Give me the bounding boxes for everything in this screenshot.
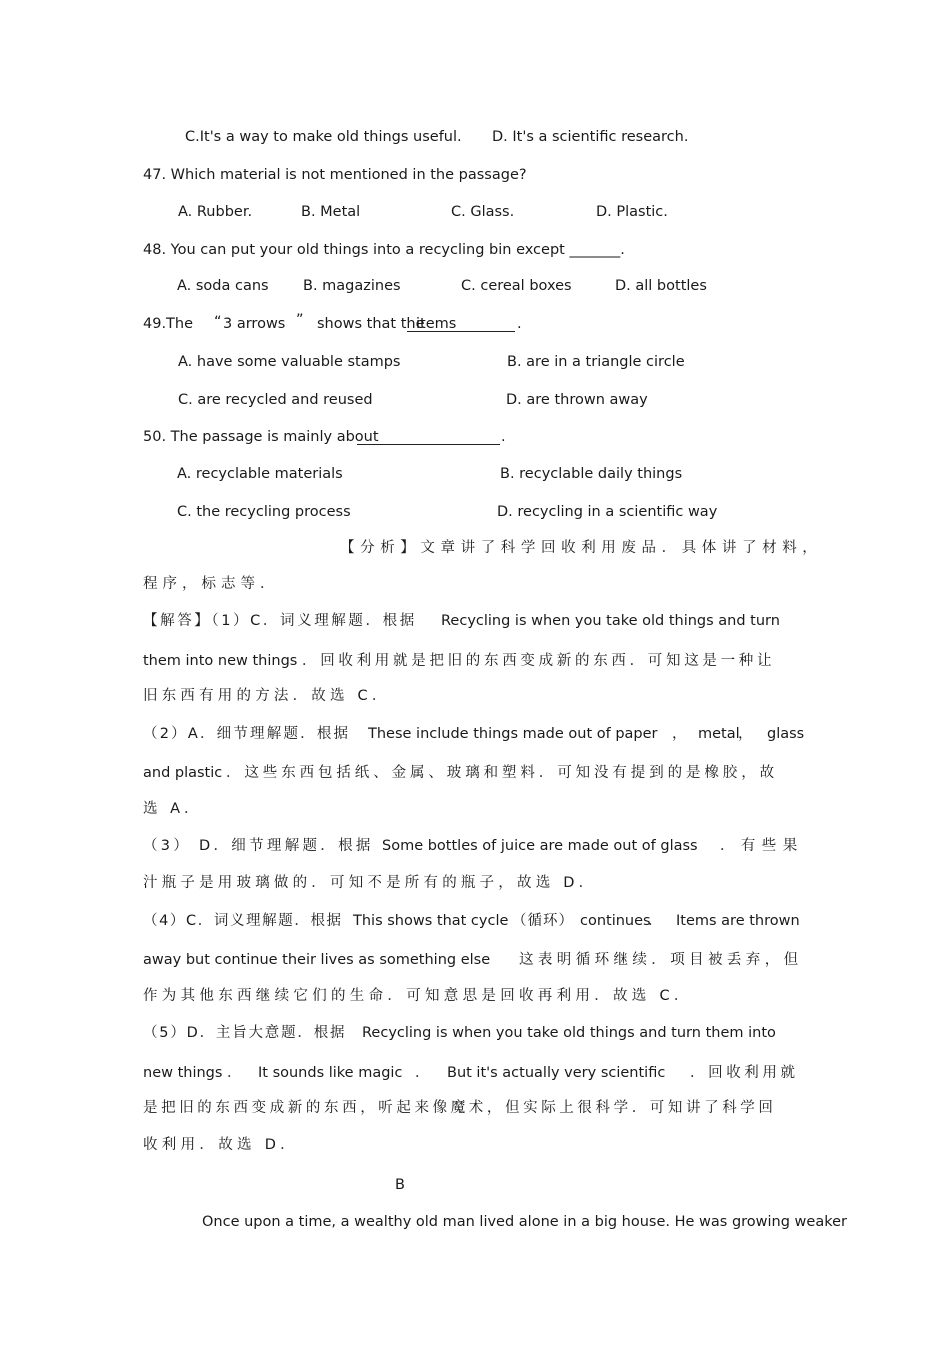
answer-5-separator-1: ． [227, 1065, 242, 1081]
q49-prefix: 49.The [143, 316, 194, 332]
answer-2-explanation: ．这些东西包括纸、金属、玻璃和塑料．可知没有提到的是橡胶，故 [226, 765, 778, 781]
answer-3-conclusion: 汁瓶子是用玻璃做的．可知不是所有的瓶子，故选 D． [143, 875, 598, 891]
q50-question: 50. The passage is mainly about [143, 429, 379, 445]
q46-option-d: D. It's a scientific research. [492, 129, 689, 145]
answer-5-quote-part-1: new things [143, 1065, 223, 1081]
section-b-first-line: Once upon a time, a wealthy old man lived alone in a big house. He was growing weaker [202, 1214, 847, 1230]
answer-4-separator: ． [648, 913, 663, 929]
q48-option-c: C. cereal boxes [461, 278, 572, 294]
answer-2-separator-1: ， [672, 726, 687, 742]
answer-3-label: （3） D．细节理解题．根据 [143, 838, 374, 854]
q49-close-quote: ” [296, 312, 304, 328]
answer-4-quote-part-3: Items are thrown [676, 913, 800, 929]
answer-1-quote-end: them into new things [143, 653, 298, 669]
q49-term: 3 arrows [223, 316, 286, 332]
answer-5-quote-part-3: But it's actually very scientific [447, 1065, 666, 1081]
q48-option-a: A. soda cans [177, 278, 269, 294]
answer-1-conclusion: 旧东西有用的方法．故选 C． [143, 688, 391, 704]
answer-5-conclusion: 收利用．故选 D． [143, 1137, 299, 1153]
answer-5-quote-part-2: It sounds like magic [258, 1065, 403, 1081]
q49-blank-word: items [416, 316, 457, 332]
q49-option-c: C. are recycled and reused [178, 392, 373, 408]
answer-2-quote-part-2: metal [698, 726, 740, 742]
q50-option-d: D. recycling in a scientific way [497, 504, 718, 520]
answer-1-explanation: ．回收利用就是把旧的东西变成新的东西．可知这是一种让 [302, 653, 776, 669]
q50-option-b: B. recyclable daily things [500, 466, 683, 482]
answer-4-quote-part-1: This shows that cycle [353, 913, 509, 929]
q49-option-b: B. are in a triangle circle [507, 354, 685, 370]
answer-5-separator-2: ． [415, 1065, 430, 1081]
q48-question: 48. You can put your old things into a recycling bin except _______. [143, 242, 625, 258]
answer-4-label: （4）C．词义理解题．根据 [143, 913, 343, 929]
q47-question: 47. Which material is not mentioned in the passage? [143, 167, 527, 183]
answer-2-conclusion: 选 A． [143, 801, 203, 817]
answer-2-label: （2）A．细节理解题．根据 [143, 726, 351, 742]
q49-answer-blank [407, 314, 515, 332]
answer-4-quote-end: away but continue their lives as something else [143, 952, 491, 968]
answer-1-label: 【解答】（1）C．词义理解题．根据 [143, 613, 417, 629]
q50-end: . [501, 429, 506, 445]
answer-5-label: （5）D．主旨大意题．根据 [143, 1025, 347, 1041]
q47-option-a: A. Rubber. [178, 204, 253, 220]
answer-2-quote-end: and plastic [143, 765, 223, 781]
answer-4-translation: （循环） [512, 913, 574, 929]
q48-option-d: D. all bottles [615, 278, 707, 294]
answer-4-quote-part-2: continues [580, 913, 651, 929]
q49-stem: shows that the [317, 316, 425, 332]
q49-option-a: A. have some valuable stamps [178, 354, 401, 370]
q47-option-c: C. Glass. [451, 204, 515, 220]
q49-open-quote: “ [214, 314, 222, 330]
answer-3-explanation-start: ．有些果 [720, 838, 804, 854]
q50-option-a: A. recyclable materials [177, 466, 343, 482]
q47-option-d: D. Plastic. [596, 204, 668, 220]
answer-2-quote-part-1: These include things made out of paper [368, 726, 658, 742]
q49-option-d: D. are thrown away [506, 392, 648, 408]
answer-5-explanation: 是把旧的东西变成新的东西，听起来像魔术，但实际上很科学．可知讲了科学回 [143, 1100, 777, 1116]
q49-end: . [517, 316, 522, 332]
q50-answer-blank [357, 427, 500, 445]
q47-option-b: B. Metal [301, 204, 361, 220]
answer-4-explanation: 这表明循环继续．项目被丢弃，但 [519, 952, 803, 968]
analysis-line-2: 程序，标志等． [143, 576, 280, 592]
answer-2-separator-2: ， [738, 726, 753, 742]
q50-option-c: C. the recycling process [177, 504, 351, 520]
analysis-line-1: 【分析】文章讲了科学回收利用废品．具体讲了材料， [340, 540, 823, 556]
answer-3-quote: Some bottles of juice are made out of glass [382, 838, 698, 854]
answer-1-quote: Recycling is when you take old things and turn [441, 613, 780, 629]
q48-option-b: B. magazines [303, 278, 401, 294]
answer-4-conclusion: 作为其他东西继续它们的生命．可知意思是回收再利用．故选 C． [143, 988, 693, 1004]
q46-option-c: C.It's a way to make old things useful. [185, 129, 462, 145]
answer-2-quote-part-3: glass [767, 726, 805, 742]
answer-5-quote: Recycling is when you take old things and turn them into [362, 1025, 776, 1041]
answer-5-explanation-start: ．回收利用就 [690, 1065, 799, 1081]
section-b-heading: B [395, 1177, 405, 1193]
